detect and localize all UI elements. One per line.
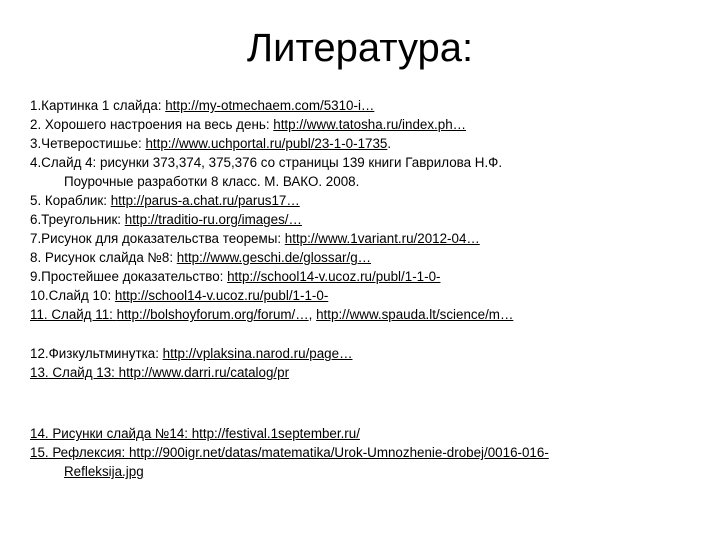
reference-label: 10.Слайд 10: <box>30 288 115 303</box>
reference-label: 12.Физкультминутка: <box>30 346 163 361</box>
reference-label: 1.Картинка 1 слайда: <box>30 98 166 113</box>
reference-item-1 <box>30 96 710 115</box>
reference-list <box>30 96 710 481</box>
reference-link[interactable]: http://parus-a.chat.ru/parus17… <box>110 193 300 208</box>
spacer <box>30 382 710 424</box>
reference-label: 9.Простейшее доказательство: <box>30 269 228 284</box>
reference-separator: , <box>308 307 317 322</box>
reference-link[interactable]: http://school14-v.ucoz.ru/publ/1-1-0- <box>114 288 329 303</box>
reference-item-11 <box>30 305 710 324</box>
reference-link[interactable]: http://www.uchportal.ru/publ/23-1-0-1735 <box>145 136 388 151</box>
reference-item-13 <box>30 363 710 382</box>
reference-link[interactable]: http://vplaksina.narod.ru/page… <box>162 346 353 361</box>
reference-item-15 <box>30 443 710 481</box>
reference-link[interactable]: http://festival.1september.ru/ <box>191 426 360 441</box>
reference-label: 5. Кораблик: <box>30 193 111 208</box>
slide-title: Литература: <box>246 26 474 70</box>
reference-link[interactable]: http://www.darri.ru/catalog/pr <box>118 365 290 380</box>
reference-label: 7.Рисунок для доказательства теоремы: <box>30 231 285 246</box>
reference-link[interactable]: http://my-otmechaem.com/5310-i… <box>165 98 375 113</box>
spacer <box>30 324 710 344</box>
reference-link-secondary[interactable]: http://www.spauda.lt/science/m… <box>316 307 514 322</box>
reference-item-6 <box>30 210 710 229</box>
reference-link[interactable]: http://bolshoyforum.org/forum/… <box>116 307 309 322</box>
reference-item-8 <box>30 248 710 267</box>
reference-label: 3.Четверостишье: <box>30 136 146 151</box>
reference-item-14 <box>30 424 710 443</box>
reference-label: 11. Слайд 11: <box>30 307 117 322</box>
reference-item-2 <box>30 115 710 134</box>
reference-link[interactable]: http://www.1variant.ru/2012-04… <box>284 231 480 246</box>
reference-label: 6.Треугольник: <box>30 212 125 227</box>
reference-item-3 <box>30 134 710 153</box>
reference-label: 15. Рефлексия: <box>30 445 129 460</box>
reference-label: 4.Слайд 4: рисунки 373,374, 375,376 со страницы 139 книги Гаврилова Н.Ф. <box>30 155 503 170</box>
reference-link[interactable]: http://www.tatosha.ru/index.ph… <box>273 117 467 132</box>
reference-item-12 <box>30 344 710 363</box>
reference-link[interactable]: http://school14-v.ucoz.ru/publ/1-1-0- <box>227 269 441 284</box>
reference-label: 8. Рисунок слайда №8: <box>30 250 177 265</box>
reference-item-9 <box>30 267 710 286</box>
reference-link-continuation[interactable]: Refleksija.jpg <box>64 464 144 479</box>
reference-item-7 <box>30 229 710 248</box>
reference-item-10 <box>30 286 710 305</box>
reference-link[interactable]: http://www.geschi.de/glossar/g… <box>176 250 372 265</box>
reference-label: 14. Рисунки слайда №14: <box>30 426 192 441</box>
reference-link[interactable]: http://900igr.net/datas/matematika/Urok-Umnozhenie-drobej/0016-016- <box>128 445 549 460</box>
reference-suffix: . <box>387 136 392 151</box>
reference-label: 13. Слайд 13: <box>30 365 119 380</box>
reference-label: 2. Хорошего настроения на весь день: <box>30 117 274 132</box>
reference-item-5 <box>30 191 710 210</box>
reference-item-4 <box>30 153 710 191</box>
reference-link[interactable]: http://traditio-ru.org/images/… <box>124 212 302 227</box>
reference-continuation: Поурочные разработки 8 класс. М. ВАКО. 2008. <box>64 174 360 189</box>
